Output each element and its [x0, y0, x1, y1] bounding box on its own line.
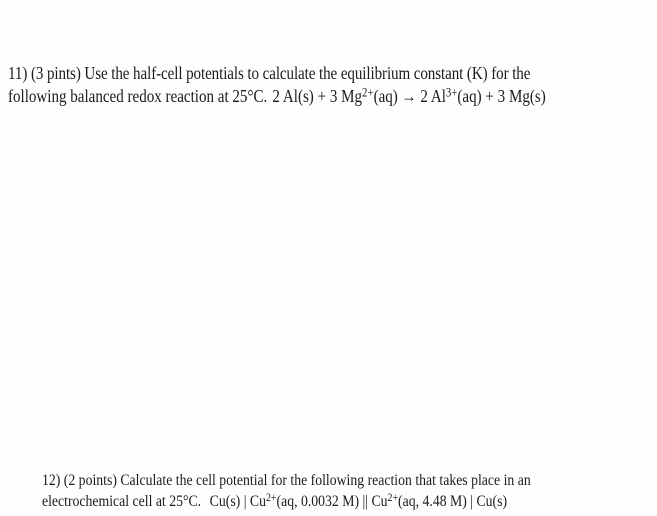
question-12-points: (2 points)	[63, 472, 117, 489]
question-12-line-2	[42, 491, 531, 512]
anode-cu-charge: 2+	[265, 492, 277, 505]
question-11-points: (3 pints)	[30, 63, 81, 83]
question-12-line-1	[42, 470, 531, 491]
question-12-prompt: Calculate the cell potential for the following reaction that takes place in an	[120, 472, 531, 489]
cell-notation	[210, 493, 507, 510]
reaction-reactants: 2 Al(s) + 3 Mg	[272, 86, 363, 106]
question-11-line-2	[8, 85, 546, 108]
reaction-products-end: (aq) + 3 Mg(s)	[457, 86, 546, 106]
question-11-prompt-continued: following balanced redox reaction at 25°C.	[8, 86, 268, 106]
question-12	[42, 470, 531, 512]
question-11-line-1	[8, 62, 546, 85]
reaction-arrow-products: (aq) → 2 Al	[373, 86, 446, 106]
question-11-number: 11)	[8, 63, 28, 83]
cell-cathode-concentration: (aq, 4.48 M) | Cu(s)	[398, 493, 508, 510]
cell-anode: Cu(s) | Cu	[209, 493, 266, 510]
question-11-prompt: Use the half-cell potentials to calculate the equilibrium constant (K) for the	[84, 63, 531, 83]
cathode-cu-charge: 2+	[387, 492, 399, 505]
mg-ion-charge: 2+	[362, 85, 374, 100]
al-ion-charge: 3+	[445, 85, 458, 100]
cell-anode-concentration: (aq, 0.0032 M) || Cu	[276, 493, 388, 510]
redox-reaction-equation	[272, 86, 545, 106]
question-12-prompt-continued: electrochemical cell at 25°C.	[42, 493, 202, 510]
question-11	[8, 62, 546, 108]
question-12-number: 12)	[42, 472, 61, 489]
